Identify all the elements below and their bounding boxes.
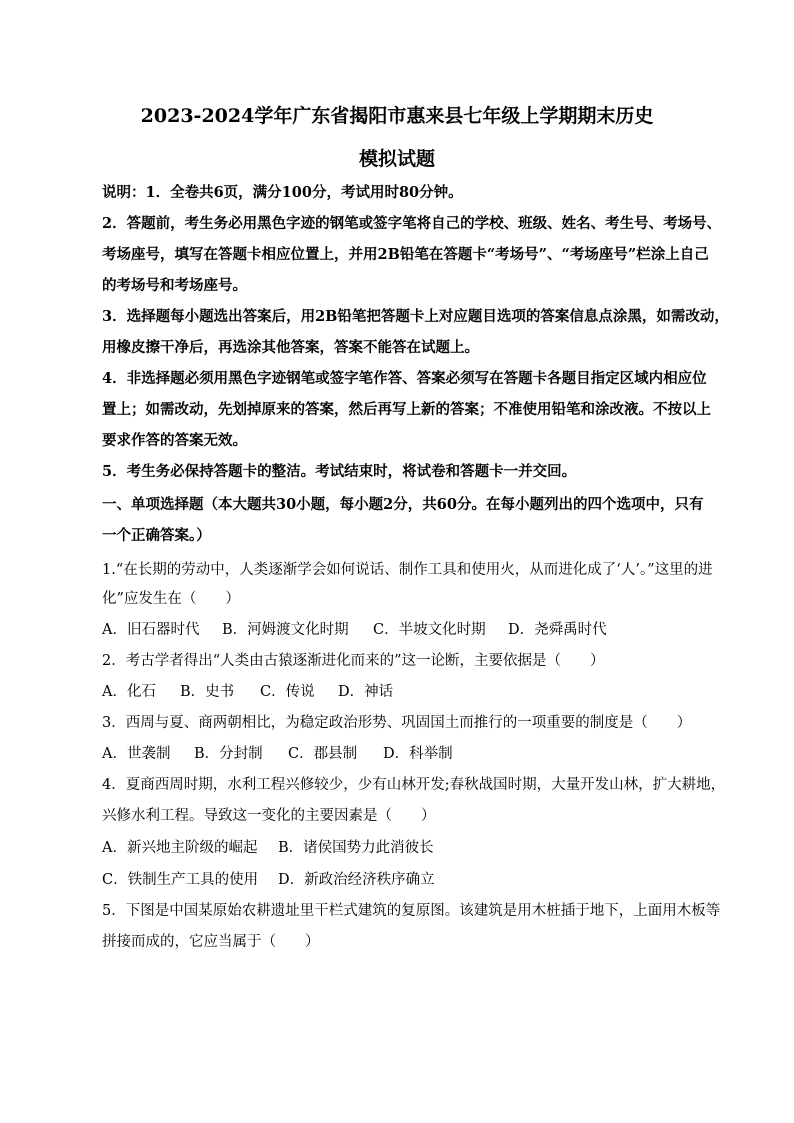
question-1-option-b: B．河姆渡文化时期 <box>222 622 349 638</box>
instruction-line-8: 置上；如需改动，先划掉原来的答案，然后再写上新的答案；不准使用铅笔和涂改液。不按以上 <box>102 401 711 418</box>
instruction-line-4: 的考场号和考场座号。 <box>102 277 247 294</box>
instruction-line-1: 说明：1．全卷共6页，满分100分，考试用时80分钟。 <box>102 184 463 201</box>
instruction-line-3: 考场座号，填写在答题卡相应位置上，并用2B铅笔在答题卡“考场号”、“考场座号”栏涂上自己 <box>102 246 709 263</box>
question-4-stem-line-2: 兴修水利工程。导致这一变化的主要因素是（ ） <box>102 808 436 824</box>
question-3-option-a: A．世袭制 <box>102 746 171 762</box>
instruction-line-6: 用橡皮擦干净后，再选涂其他答案，答案不能答在试题上。 <box>102 339 479 356</box>
question-2-stem: 2．考古学者得出“人类由古猿逐渐进化而来的”这一论断，主要依据是（ ） <box>102 653 605 669</box>
question-4-option-c: C．铁制生产工具的使用 <box>102 872 259 888</box>
question-1-stem-line-1: 1.“在长期的劳动中，人类逐渐学会如何说话、制作工具和使用火，从而进化成了‘人’。”这里的进 <box>102 562 713 578</box>
question-2-option-c: C．传说 <box>260 684 315 700</box>
question-4-option-b: B．诸侯国势力此消彼长 <box>278 840 434 856</box>
question-3-option-d: D．科举制 <box>383 746 453 762</box>
exam-title-line2: 模拟试题 <box>358 148 435 170</box>
instruction-line-5: 3．选择题每小题选出答案后，用2B铅笔把答题卡上对应题目选项的答案信息点涂黑，如需改动， <box>102 308 729 325</box>
question-1-option-a: A．旧石器时代 <box>102 622 200 638</box>
instruction-line-9: 要求作答的答案无效。 <box>102 432 247 449</box>
question-4-option-d: D．新政治经济秩序确立 <box>278 872 435 888</box>
question-1-option-c: C．半坡文化时期 <box>373 622 486 638</box>
question-1-option-d: D．尧舜禹时代 <box>508 622 607 638</box>
question-2-option-a: A．化石 <box>102 684 156 700</box>
question-4-option-a: A．新兴地主阶级的崛起 <box>102 840 258 856</box>
question-3-option-c: C．郡县制 <box>288 746 358 762</box>
question-3-option-b: B．分封制 <box>194 746 263 762</box>
question-4-stem-line-1: 4．夏商西周时期，水利工程兴修较少，少有山林开发;春秋战国时期，大量开发山林，扩大耕地， <box>102 777 726 793</box>
instruction-line-10: 5．考生务必保持答题卡的整洁。考试结束时，将试卷和答题卡一并交回。 <box>102 463 577 480</box>
question-5-stem-line-1: 5．下图是中国某原始农耕遗址里干栏式建筑的复原图。该建筑是用木桩插于地下，上面用木板等 <box>102 903 721 919</box>
section-heading-line-2: 一个正确答案。） <box>102 527 211 544</box>
question-5-stem-line-2: 拼接而成的，它应当属于（ ） <box>102 934 320 950</box>
question-1-stem-line-2: 化”应发生在（ ） <box>102 591 240 607</box>
section-heading-line-1: 一、单项选择题（本大题共30小题，每小题2分，共60分。在每小题列出的四个选项中，只有 <box>102 496 704 513</box>
exam-title-line1: 2023-2024学年广东省揭阳市惠来县七年级上学期期末历史 <box>140 105 654 127</box>
instruction-line-7: 4．非选择题必须用黑色字迹钢笔或签字笔作答、答案必须写在答题卡各题目指定区域内相应位 <box>102 370 707 387</box>
question-3-stem: 3．西周与夏、商两朝相比，为稳定政治形势、巩固国土而推行的一项重要的制度是（ ） <box>102 715 692 731</box>
question-2-option-d: D．神话 <box>338 684 394 700</box>
instruction-line-2: 2．答题前，考生务必用黑色字迹的钢笔或签字笔将自己的学校、班级、姓名、考生号、考场号、 <box>102 215 722 232</box>
question-2-option-b: B．史书 <box>180 684 235 700</box>
